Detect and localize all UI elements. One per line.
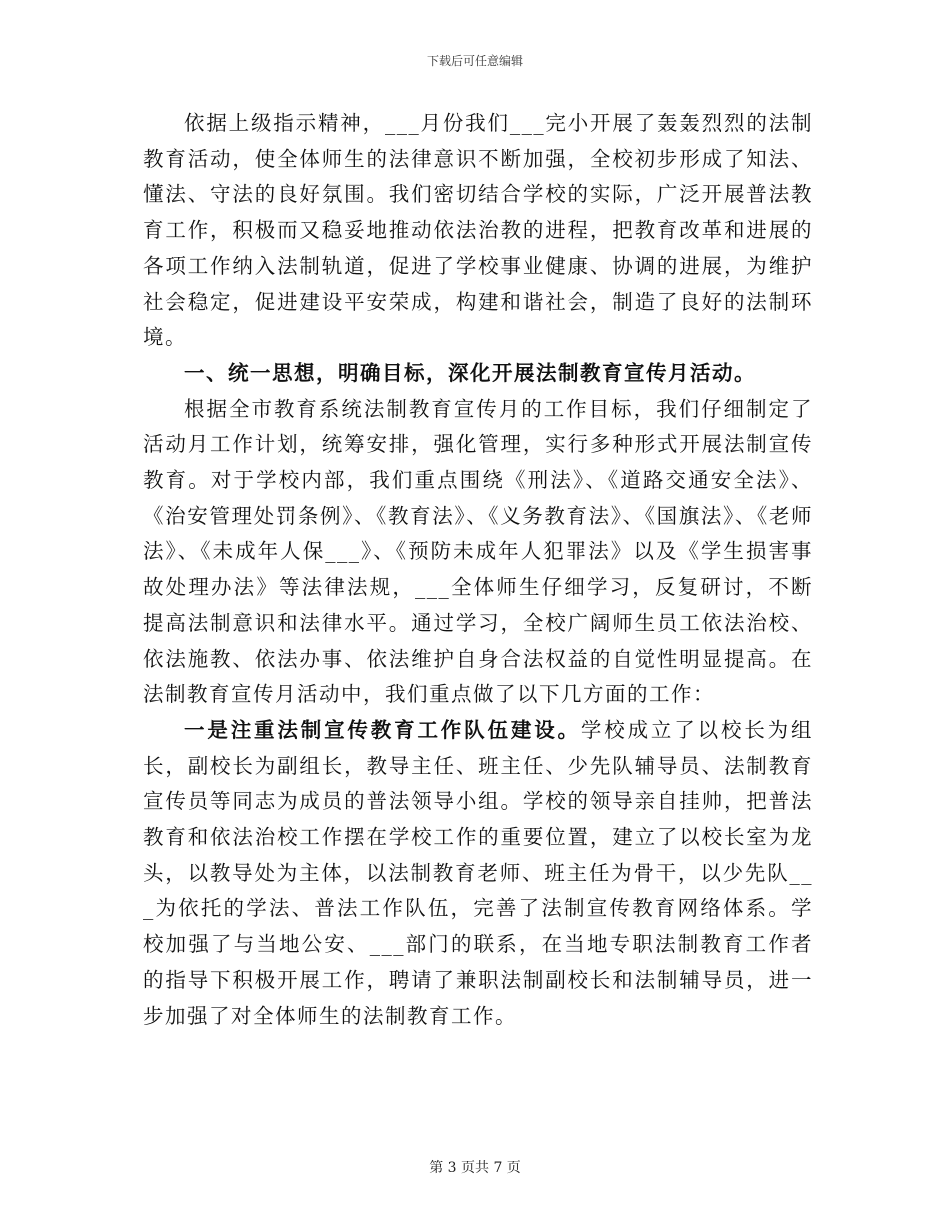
paragraph-lead: 一是注重法制宣传教育工作队伍建设。	[184, 717, 581, 742]
paragraph-team	[143, 713, 813, 1034]
paragraph-intro: 依据上级指示精神，___月份我们___完小开展了轰轰烈烈的法制教育活动，使全体师生的法律意识不断加强，全校初步形成了知法、懂法、守法的良好氛围。我们密切结合学校的实际，广泛开展普法教育工作，积极而又稳妥地推动依法治教的进程，把教育改革和进展的各项工作纳入法制轨道，促进了学校事业健康、协调的进展，为维护社会稳定，促进建设平安荣成，构建和谐社会，制造了良好的法制环境。	[143, 111, 813, 350]
page-header: 下载后可任意编辑	[426, 54, 523, 68]
paragraph-team-body: 学校成立了以校长为组长，副校长为副组长，教导主任、班主任、少先队辅导员、法制教育宣传员等同志为成员的普法领导小组。学校的领导亲自挂帅，把普法教育和依法治校工作摆在学校工作的重要位置，建立了以校长室为龙头，以教导处为主体，以法制教育老师、班主任为骨干，以少先队___为依托的学法、普法工作队伍，完善了法制宣传教育网络体系。学校加强了与当地公安、___部门的联系，在当地专职法制教育工作者的指导下积极开展工作，聘请了兼职法制副校长和法制辅导员，进一步加强了对全体师生的法制教育工作。	[143, 717, 814, 1028]
paragraph-laws: 根据全市教育系统法制教育宣传月的工作目标，我们仔细制定了活动月工作计划，统筹安排，强化管理，实行多种形式开展法制宣传教育。对于学校内部，我们重点围绕《刑法》、《道路交通安全法》、《治安管理处罚条例》、《教育法》、《义务教育法》、《国旗法》、《老师法》、《未成年人保___》、《预防未成年人犯罪法》以及《学生损害事故处理办法》等法律法规，___全体师生仔细学习，反复研讨，不断提高法制意识和法律水平。通过学习，全校广阔师生员工依法治校、依法施教、依法办事、依法维护自身合法权益的自觉性明显提高。在法制教育宣传月活动中，我们重点做了以下几方面的工作：	[143, 396, 813, 707]
section-heading: 一、统一思想，明确目标，深化开展法制教育宣传月活动。	[184, 360, 756, 385]
document-body	[143, 106, 813, 1034]
page-number: 第 3 页共 7 页	[429, 1160, 521, 1176]
